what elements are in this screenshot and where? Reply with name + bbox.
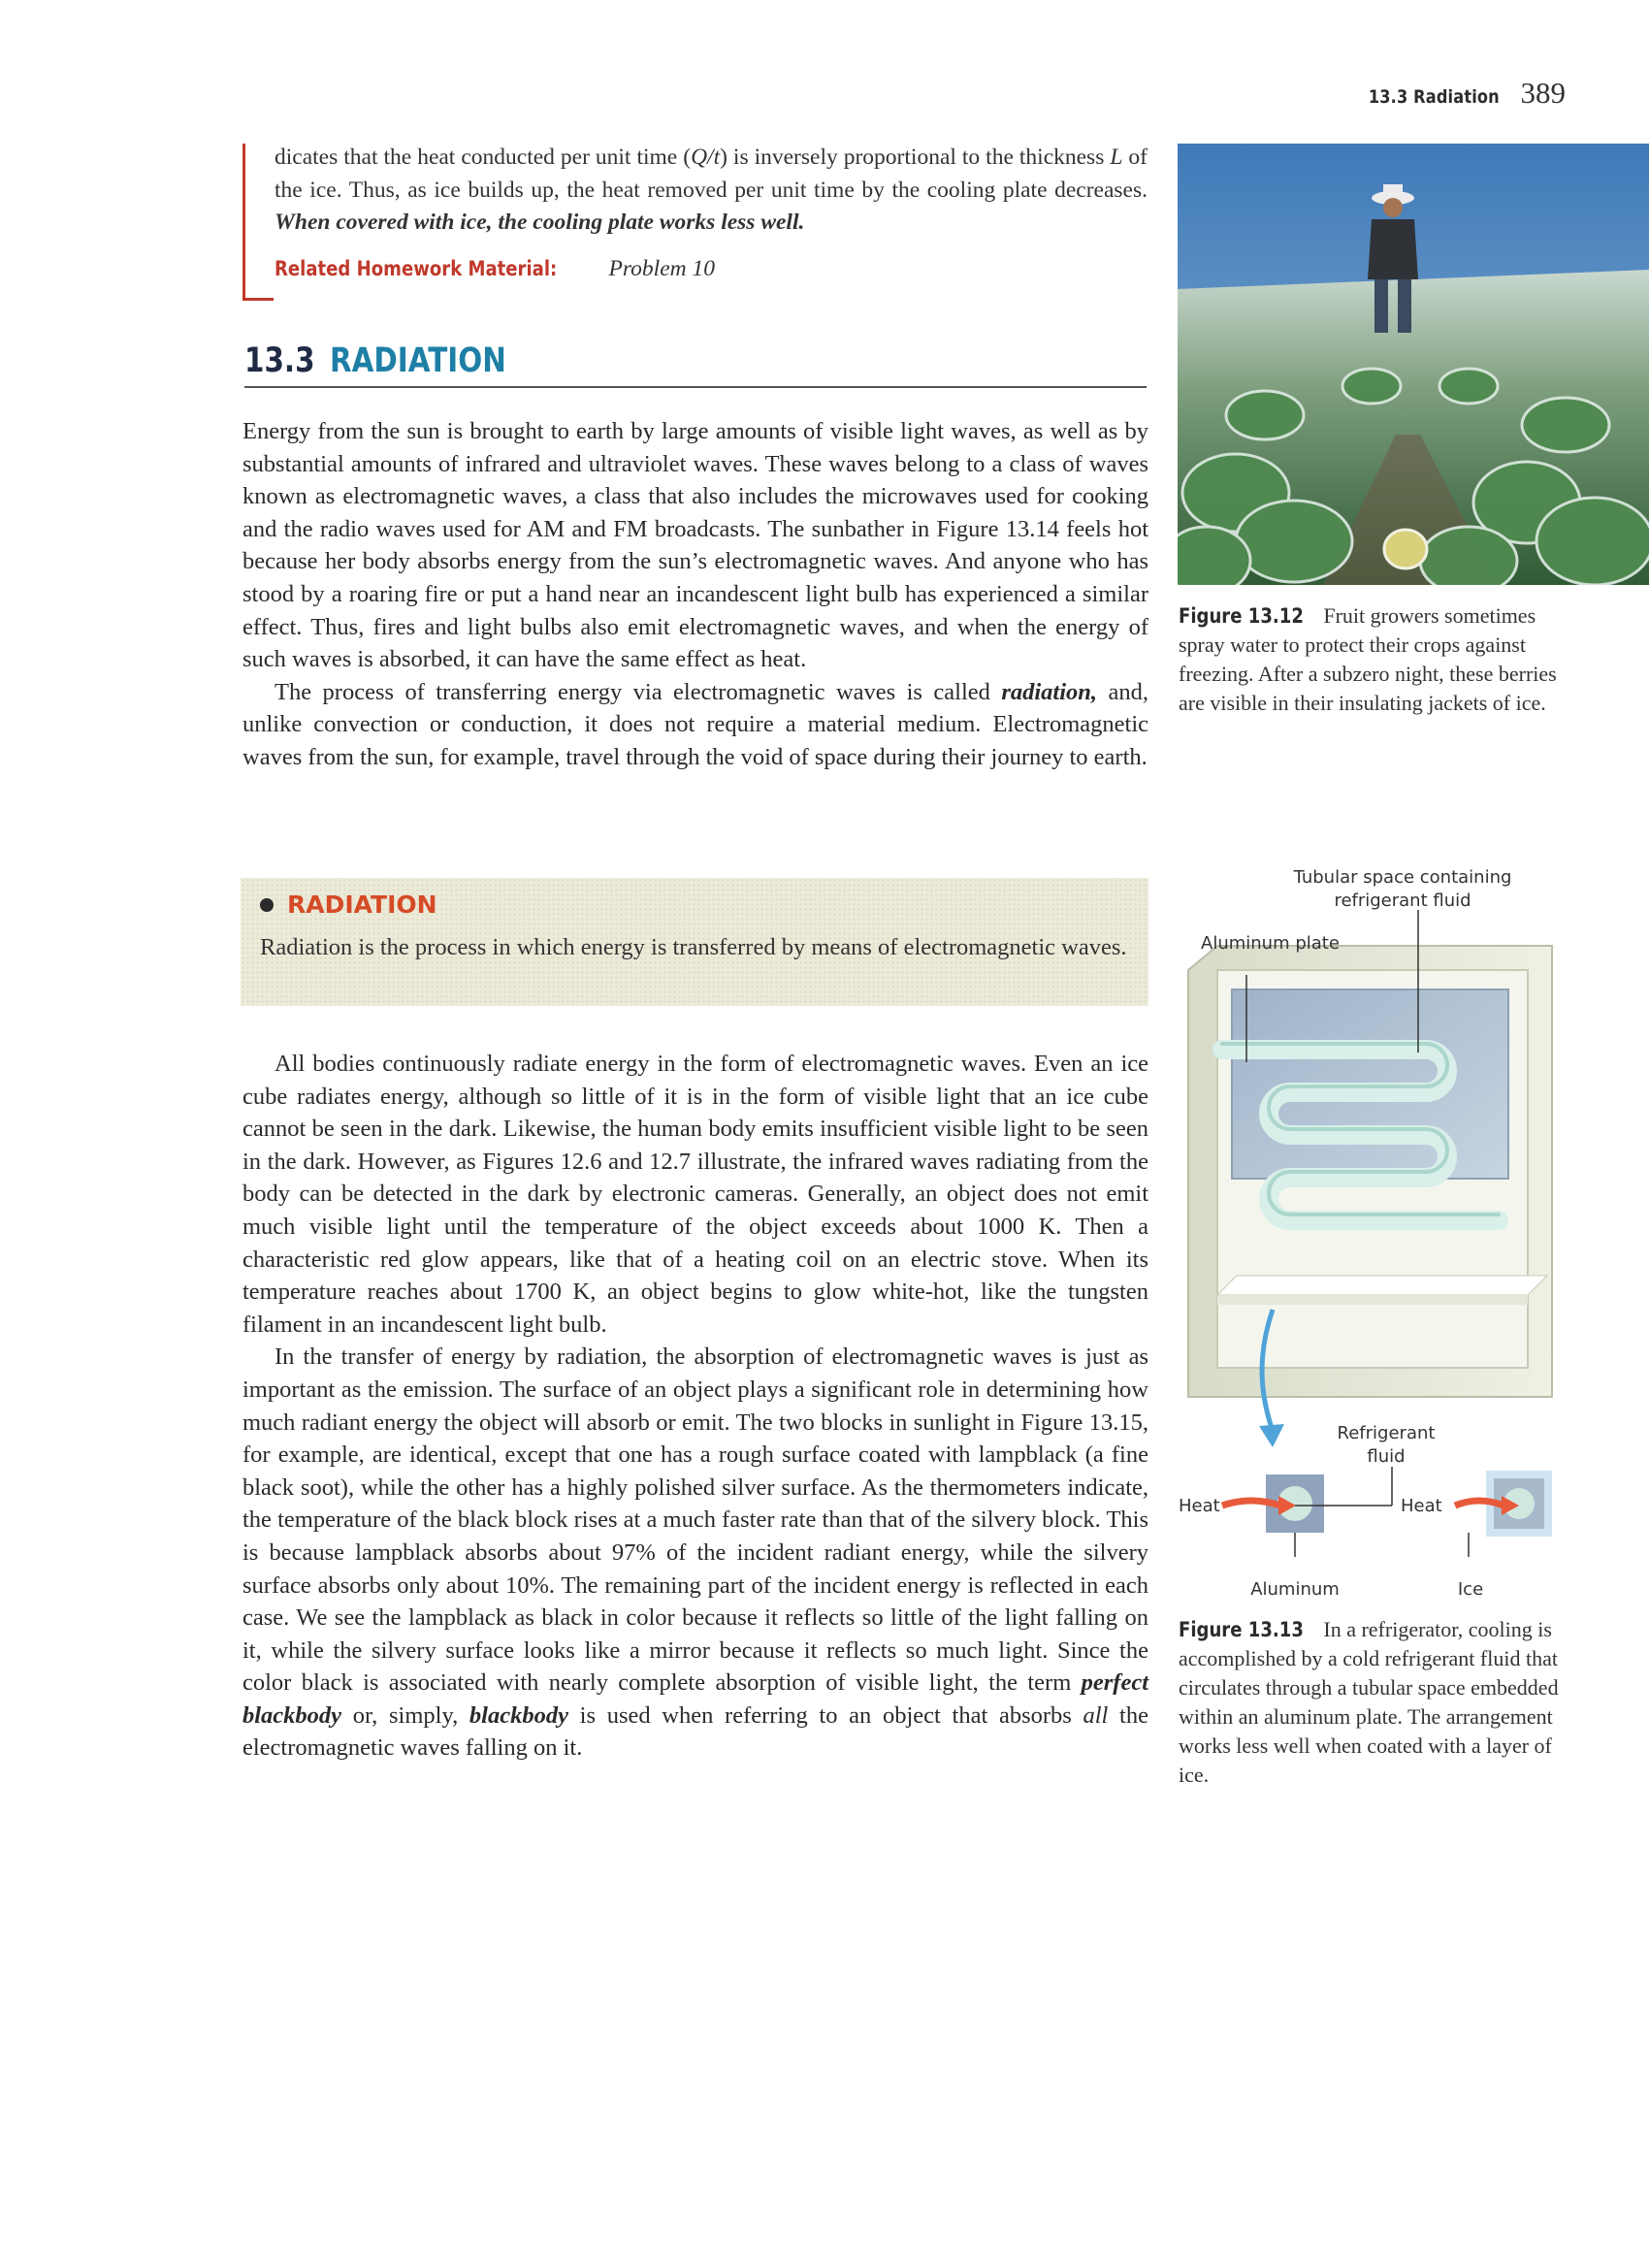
paragraph-2 [242,676,1148,774]
section-title: RADIATION [330,341,506,380]
bullet-icon [260,898,274,912]
intro-text-start: dicates that the heat conducted per unit time ( [275,145,692,170]
label-heat-right: Heat [1401,1496,1442,1516]
word-all: all [1083,1701,1109,1729]
paragraph-3: All bodies continuously radiate energy in the form of electromagnetic waves. Even an ice cube radiates energy, although so little of it is in the form of visible light that an ice cube cannot be seen in the dark. Likewise, the human body emits insufficient visible light to be seen in the dark. However, as Figures 12.6 and 12.7 illustrate, the infrared waves radiating from the body can be detected in the dark by electronic cameras. Generally, an object does not emit much visible light until the temperature of the object exceeds about 1000 K. Then a characteristic red glow appears, like that of a heating coil on an electric stove. When its temperature reaches about 1700 K, an object begins to glow white-hot, like the tungsten filament in an incandescent light bulb. [242,1051,1148,1338]
figure-13-13-caption-text: In a refrigerator, cooling is accomplished by a cold refrigerant fluid that circulates through a tubular space embedded within an aluminum plate. The arrangement works less well when coated with a layer of ice. [1179,1617,1559,1787]
figure-13-12-caption [1179,601,1567,718]
paragraph-2-b: and, unlike convection or conduction, it does not require a material medium. Electromagnetic waves from the sun, for example, travel through the void of space during their journey to earth. [242,678,1148,770]
figure-13-13-caption [1179,1615,1567,1790]
section-heading [244,341,1147,388]
term-radiation: radiation, [1001,678,1098,705]
intro-formula: Q/t [691,145,721,170]
related-homework-value: Problem 10 [608,255,715,281]
related-homework-label: Related Homework Material: [275,256,558,280]
label-heat-left: Heat [1179,1496,1220,1516]
figure-13-13-diagram [1164,854,1571,1610]
label-tubular-2: refrigerant fluid [1334,891,1471,911]
intro-text-mid: ) is inversely proportional to the thickness [720,145,1111,170]
figure-13-12-label: Figure 13.12 [1179,604,1304,628]
header-section-title: 13.3 Radiation [1368,86,1500,108]
paragraph-4-c: is used when referring to an object that absorbs [567,1701,1083,1729]
intro-emphasis: When covered with ice, the cooling plate works less well. [275,210,805,235]
term-perfect-blackbody: perfect blackbody [242,1669,1148,1729]
label-ice: Ice [1457,1579,1484,1600]
paragraph-2-a: The process of transferring energy via electromagnetic waves is called [275,678,1002,705]
paragraph-4-d: the electromagnetic waves falling on it. [242,1701,1148,1762]
intro-text-end: of the ice. Thus, as ice builds up, the heat removed per unit time by the cooling plate decreases. [275,145,1148,203]
body-text-bottom [242,1048,1148,1765]
paragraph-4-a: In the transfer of energy by radiation, the absorption of electromagnetic waves is just as important as the emission. The surface of an object plays a significant role in determining how much radiant energy the object will absorb or emit. The two blocks in sunlight in Figure 13.15, for example, are identical, except that one has a rough surface coated with lampblack (a fine black soot), while the other has a highly polished silver surface. As the thermometers indicate, the temperature of the black block rises at a much faster rate than that of the silvery block. This is because lampblack absorbs about 97% of the incident radiant energy, while the silvery surface absorbs only about 10%. The remaining part of the incident energy is reflected in each case. We see the lampblack as black in color because it reflects so little of the light falling on it, while the silvery surface looks like a mirror because it reflects so much light. Since the color black is associated with nearly complete absorption of visible light, the term [242,1344,1148,1697]
paragraph-1: Energy from the sun is brought to earth by large amounts of visible light waves, as well as by substantial amounts of infrared and ultraviolet waves. These waves belong to a class of waves known as electromagnetic waves, a class that also includes the microwaves used for cooking and the radio waves used for AM and FM broadcasts. The sunbather in Figure 13.14 feels hot because her body absorbs energy from the sun’s electromagnetic waves. And anyone who has stood by a roaring fire or put a hand near an incandescent light bulb has experienced a similar effect. Thus, fires and light bulbs also emit electromagnetic waves, and when the energy of such waves is absorbed, it can have the same effect as heat. [242,418,1148,673]
label-refrigerant-2: fluid [1367,1446,1406,1467]
heat-arrow-right [1455,1501,1504,1506]
related-homework [275,253,1148,286]
label-tubular-1: Tubular space containing [1293,867,1512,888]
intro-margin-bar [242,144,245,301]
label-aluminum: Aluminum [1250,1579,1340,1600]
term-blackbody: blackbody [469,1701,568,1729]
running-header [1345,76,1566,111]
paragraph-4 [242,1341,1148,1765]
label-refrigerant-1: Refrigerant [1337,1423,1436,1443]
intro-variable: L [1110,145,1123,170]
paragraph-4-b: or, simply, [341,1701,469,1729]
figure-13-12-photo [1178,144,1649,585]
heat-arrow-left [1222,1501,1280,1506]
label-aluminum-plate: Aluminum plate [1201,933,1340,954]
body-text-top [242,415,1148,774]
intro-paragraph [275,142,1148,285]
section-number: 13.3 [244,341,315,380]
definition-title-text: RADIATION [287,891,437,919]
definition-title [260,891,437,919]
intro-margin-tick [242,298,274,301]
page-number: 389 [1520,76,1566,110]
definition-text: Radiation is the process in which energy is transferred by means of electromagnetic waves. [260,934,1127,960]
figure-13-12-caption-text: Fruit growers sometimes spray water to protect their crops against freezing. After a subzero night, these berries are visible in their insulating jackets of ice. [1179,603,1557,715]
figure-13-13-label: Figure 13.13 [1179,1618,1304,1641]
